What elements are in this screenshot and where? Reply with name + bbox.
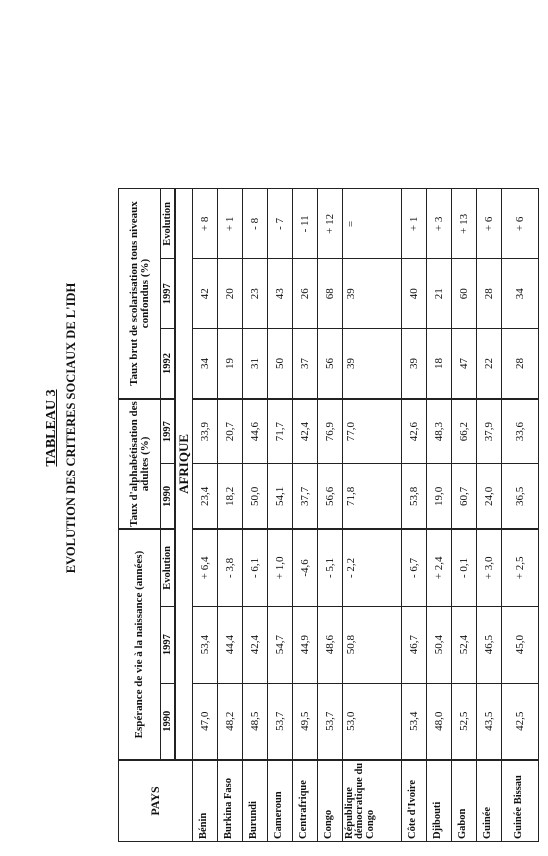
alpha-1990: 36,5: [501, 464, 538, 529]
scol-1992: 22: [476, 329, 501, 399]
table-subtitle: EVOLUTION DES CRITERES SOCIAUX DE L'IDH: [64, 282, 78, 574]
alpha-1990: 18,2: [217, 464, 242, 529]
country-name: Congo: [317, 760, 342, 842]
scol-1997: 42: [192, 259, 217, 329]
scol-evolution: + 8: [192, 189, 217, 259]
esp-1990-header: 1990: [161, 683, 175, 760]
alpha-1997: 20,7: [217, 399, 242, 464]
table-number: TABLEAU 3: [44, 389, 59, 467]
scol-1997: 28: [476, 259, 501, 329]
scol-1992: 47: [451, 329, 476, 399]
esp-evolution: -4,6: [292, 529, 317, 606]
esp-1990: 48,2: [217, 683, 242, 760]
esp-1997-header: 1997: [161, 606, 175, 683]
scol-1992: 50: [267, 329, 292, 399]
esperance-header: Espérance de vie à la naissance (années): [119, 529, 161, 760]
table-row: [501, 14, 538, 842]
scol-1997: 26: [292, 259, 317, 329]
scol-1992: 39: [342, 329, 401, 399]
alpha-1997: 48,3: [426, 399, 451, 464]
idh-table: [118, 14, 539, 842]
esp-1997: 52,4: [451, 606, 476, 683]
esp-evolution: - 6,1: [242, 529, 267, 606]
country-name: Burkina Faso: [217, 760, 242, 842]
esp-evolution-header: Evolution: [161, 529, 175, 606]
alpha-1990: 50,0: [242, 464, 267, 529]
alpha-1997: 76,9: [317, 399, 342, 464]
table-row: [217, 14, 242, 842]
scol-1997: 23: [242, 259, 267, 329]
scol-evolution: + 1: [401, 189, 426, 259]
scol-evolution-header: Evolution: [161, 189, 175, 259]
country-name: Guinée: [476, 760, 501, 842]
alpha-1997: 37,9: [476, 399, 501, 464]
table-row: [317, 14, 342, 842]
esp-1997: 50,4: [426, 606, 451, 683]
table-row: [342, 14, 401, 842]
esp-1990: 53,0: [342, 683, 401, 760]
scol-evolution: + 6: [501, 189, 538, 259]
esp-1997: 46,5: [476, 606, 501, 683]
esp-1990: 47,0: [192, 683, 217, 760]
esp-1997: 42,4: [242, 606, 267, 683]
alpha-1990: 60,7: [451, 464, 476, 529]
alpha-1997: 44,6: [242, 399, 267, 464]
region-label: AFRIQUE: [175, 399, 193, 530]
esp-evolution: + 2,5: [501, 529, 538, 606]
table-row: [192, 14, 217, 842]
table-row: [292, 14, 317, 842]
scol-evolution: + 1: [217, 189, 242, 259]
alpha-1997: 71,7: [267, 399, 292, 464]
scol-evolution: + 13: [451, 189, 476, 259]
pays-header: PAYS: [119, 760, 193, 842]
scol-1997: 39: [342, 259, 401, 329]
scol-1992: 39: [401, 329, 426, 399]
esp-1990: 42,5: [501, 683, 538, 760]
esp-1990: 52,5: [451, 683, 476, 760]
country-name: Cameroun: [267, 760, 292, 842]
scol-evolution: =: [342, 189, 401, 259]
esp-1997: 46,7: [401, 606, 426, 683]
esp-1990: 49,5: [292, 683, 317, 760]
alpha-1990-header: 1990: [161, 464, 175, 529]
esp-1990: 53,7: [317, 683, 342, 760]
scol-1992: 19: [217, 329, 242, 399]
country-name: Côte d'Ivoire: [401, 760, 426, 842]
alpha-1997: 42,4: [292, 399, 317, 464]
scol-1997: 34: [501, 259, 538, 329]
esp-1997: 45,0: [501, 606, 538, 683]
scol-evolution: + 3: [426, 189, 451, 259]
table-row: [242, 14, 267, 842]
scol-evolution: - 8: [242, 189, 267, 259]
country-name: Burundi: [242, 760, 267, 842]
country-name: Guinée Bissau: [501, 760, 538, 842]
alpha-1990: 53,8: [401, 464, 426, 529]
esp-evolution: + 6,4: [192, 529, 217, 606]
country-name: Djibouti: [426, 760, 451, 842]
esp-evolution: + 3,0: [476, 529, 501, 606]
alpha-1997: 77,0: [342, 399, 401, 464]
country-name: Gabon: [451, 760, 476, 842]
scol-1992: 37: [292, 329, 317, 399]
scol-evolution: - 7: [267, 189, 292, 259]
alpha-1990: 56,6: [317, 464, 342, 529]
esp-1997: 50,8: [342, 606, 401, 683]
esp-1990: 53,7: [267, 683, 292, 760]
scol-1997: 20: [217, 259, 242, 329]
alpha-1990: 23,4: [192, 464, 217, 529]
alpha-1997-header: 1997: [161, 399, 175, 464]
country-name: Bénin: [192, 760, 217, 842]
esp-evolution: - 0,1: [451, 529, 476, 606]
table-row: [426, 14, 451, 842]
esp-evolution: - 6,7: [401, 529, 426, 606]
country-name: Centrafrique: [292, 760, 317, 842]
alpha-1990: 19,0: [426, 464, 451, 529]
esp-1997: 48,6: [317, 606, 342, 683]
alpha-1997: 33,9: [192, 399, 217, 464]
scol-evolution: + 12: [317, 189, 342, 259]
esp-1990: 48,5: [242, 683, 267, 760]
esp-1990: 48,0: [426, 683, 451, 760]
scol-1992: 34: [192, 329, 217, 399]
alpha-1997: 66,2: [451, 399, 476, 464]
scol-1992: 28: [501, 329, 538, 399]
esp-1997: 44,9: [292, 606, 317, 683]
esp-evolution: - 5,1: [317, 529, 342, 606]
scolar-header: Taux brut de scolarisation tous niveaux confondus (%): [119, 189, 161, 399]
table-row: [401, 14, 426, 842]
alpha-1990: 71,8: [342, 464, 401, 529]
scol-1997: 60: [451, 259, 476, 329]
esp-evolution: - 2,2: [342, 529, 401, 606]
country-name: République démocratique du Congo: [342, 760, 401, 842]
esp-evolution: + 1,0: [267, 529, 292, 606]
esp-evolution: - 3,8: [217, 529, 242, 606]
alpha-1997: 42,6: [401, 399, 426, 464]
scol-1997: 40: [401, 259, 426, 329]
alpha-header: Taux d'alphabétisation des adultes (%): [119, 399, 161, 530]
alpha-1990: 24,0: [476, 464, 501, 529]
scol-1992: 18: [426, 329, 451, 399]
esp-evolution: + 2,4: [426, 529, 451, 606]
esp-1997: 53,4: [192, 606, 217, 683]
alpha-1990: 37,7: [292, 464, 317, 529]
scol-1997: 43: [267, 259, 292, 329]
alpha-1990: 54,1: [267, 464, 292, 529]
scol-1997: 21: [426, 259, 451, 329]
table-row: [267, 14, 292, 842]
scol-evolution: - 11: [292, 189, 317, 259]
scol-1992-header: 1992: [161, 329, 175, 399]
table-row: [451, 14, 476, 842]
scol-1997: 68: [317, 259, 342, 329]
esp-1990: 53,4: [401, 683, 426, 760]
esp-1997: 44,4: [217, 606, 242, 683]
scol-1997-header: 1997: [161, 259, 175, 329]
scol-1992: 56: [317, 329, 342, 399]
scol-1992: 31: [242, 329, 267, 399]
alpha-1997: 33,6: [501, 399, 538, 464]
scol-evolution: + 6: [476, 189, 501, 259]
esp-1990: 43,5: [476, 683, 501, 760]
esp-1997: 54,7: [267, 606, 292, 683]
table-row: [476, 14, 501, 842]
